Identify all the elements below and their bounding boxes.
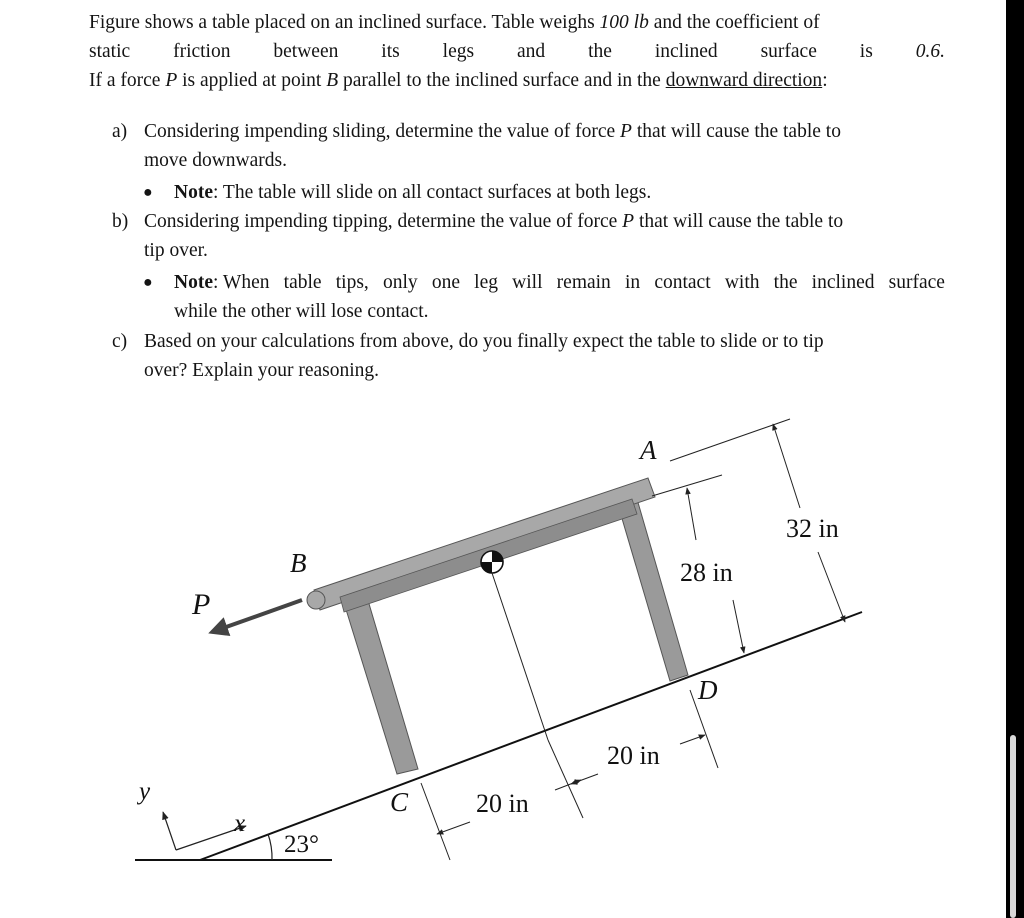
label-A: A (640, 435, 657, 465)
incline-surface (200, 612, 862, 860)
question-label: b) (112, 211, 129, 232)
dim-20-left-label: 20 in (476, 789, 529, 818)
question-label: c) (112, 331, 128, 352)
dim-28-arrow-up (687, 488, 696, 540)
table-top-end-cap (307, 591, 325, 609)
downward-direction: downward direction (665, 70, 823, 91)
label-x: x (234, 810, 246, 837)
dim-32-arrow-up (773, 424, 800, 508)
table-leg-right (618, 499, 688, 681)
question-label: a) (112, 121, 128, 142)
label-y: y (139, 778, 151, 805)
label-P: P (192, 588, 211, 621)
dim-28-arrow-down (733, 600, 744, 653)
problem-sheet: Figure shows a table placed on an inclined surface. Table weighs 100 lb and the coefficient of static friction between its legs and the inclined surface is 0.6. If a force P is applied at point B parallel to the inclined surface and in the downward direction: a) Considering impending sliding, determine the value of force P that will cause the table to move downwards. ● Note: The table will slide on all contact surfaces at both legs. b) Considering impending tipping, determine the value of force P that will cause the table to tip over. ● Note: When table tips, only one leg will remain in contact with the inclined surface while the other will lose contact. c) Based on your calculations from above, do you finally expect the table to slide or to tip over? Explain your reasoning. A B P C D x y 23° 32 in 28 in 20 in 20 in (0, 0, 1006, 918)
label-D: D (698, 675, 718, 705)
dim-20-right-label: 20 in (607, 741, 660, 770)
statement-line-2: static friction between its legs and the inclined surface is 0.6. (89, 37, 945, 66)
cg-dim-leader (548, 740, 583, 818)
dim-20-left-arrow-a (437, 822, 470, 834)
angle-label: 23° (284, 831, 319, 858)
dim-20-right-arrow-b (680, 735, 705, 744)
bullet-icon: ● (143, 184, 153, 201)
weight-value: 100 lb (599, 12, 649, 33)
bullet-icon: ● (143, 274, 153, 291)
top-dim-extension (670, 419, 790, 461)
center-of-gravity-icon (481, 551, 503, 573)
dim-32-label: 32 in (786, 514, 839, 543)
dim-20-right-arrow-a (571, 774, 598, 784)
scrollbar-thumb[interactable] (1010, 735, 1016, 918)
statement-line-1: Figure shows a table placed on an inclined surface. Table weighs 100 lb and the coefficient of (89, 12, 820, 33)
top-edge-extension (652, 475, 722, 496)
force-p-arrow (212, 600, 302, 632)
table-leg-left (344, 597, 418, 774)
statement-line-3: If a force P is applied at point B parallel to the inclined surface and in the downward direction: (89, 70, 828, 91)
angle-arc (268, 834, 272, 860)
c-dim-leader (421, 783, 450, 860)
cg-plumb-line (492, 573, 548, 740)
dim-32-arrow-down (818, 552, 845, 622)
dim-28-label: 28 in (680, 558, 733, 587)
label-B: B (290, 548, 307, 578)
y-axis-arrow (163, 812, 176, 850)
label-C: C (390, 787, 409, 817)
friction-coefficient: 0.6. (915, 41, 945, 62)
